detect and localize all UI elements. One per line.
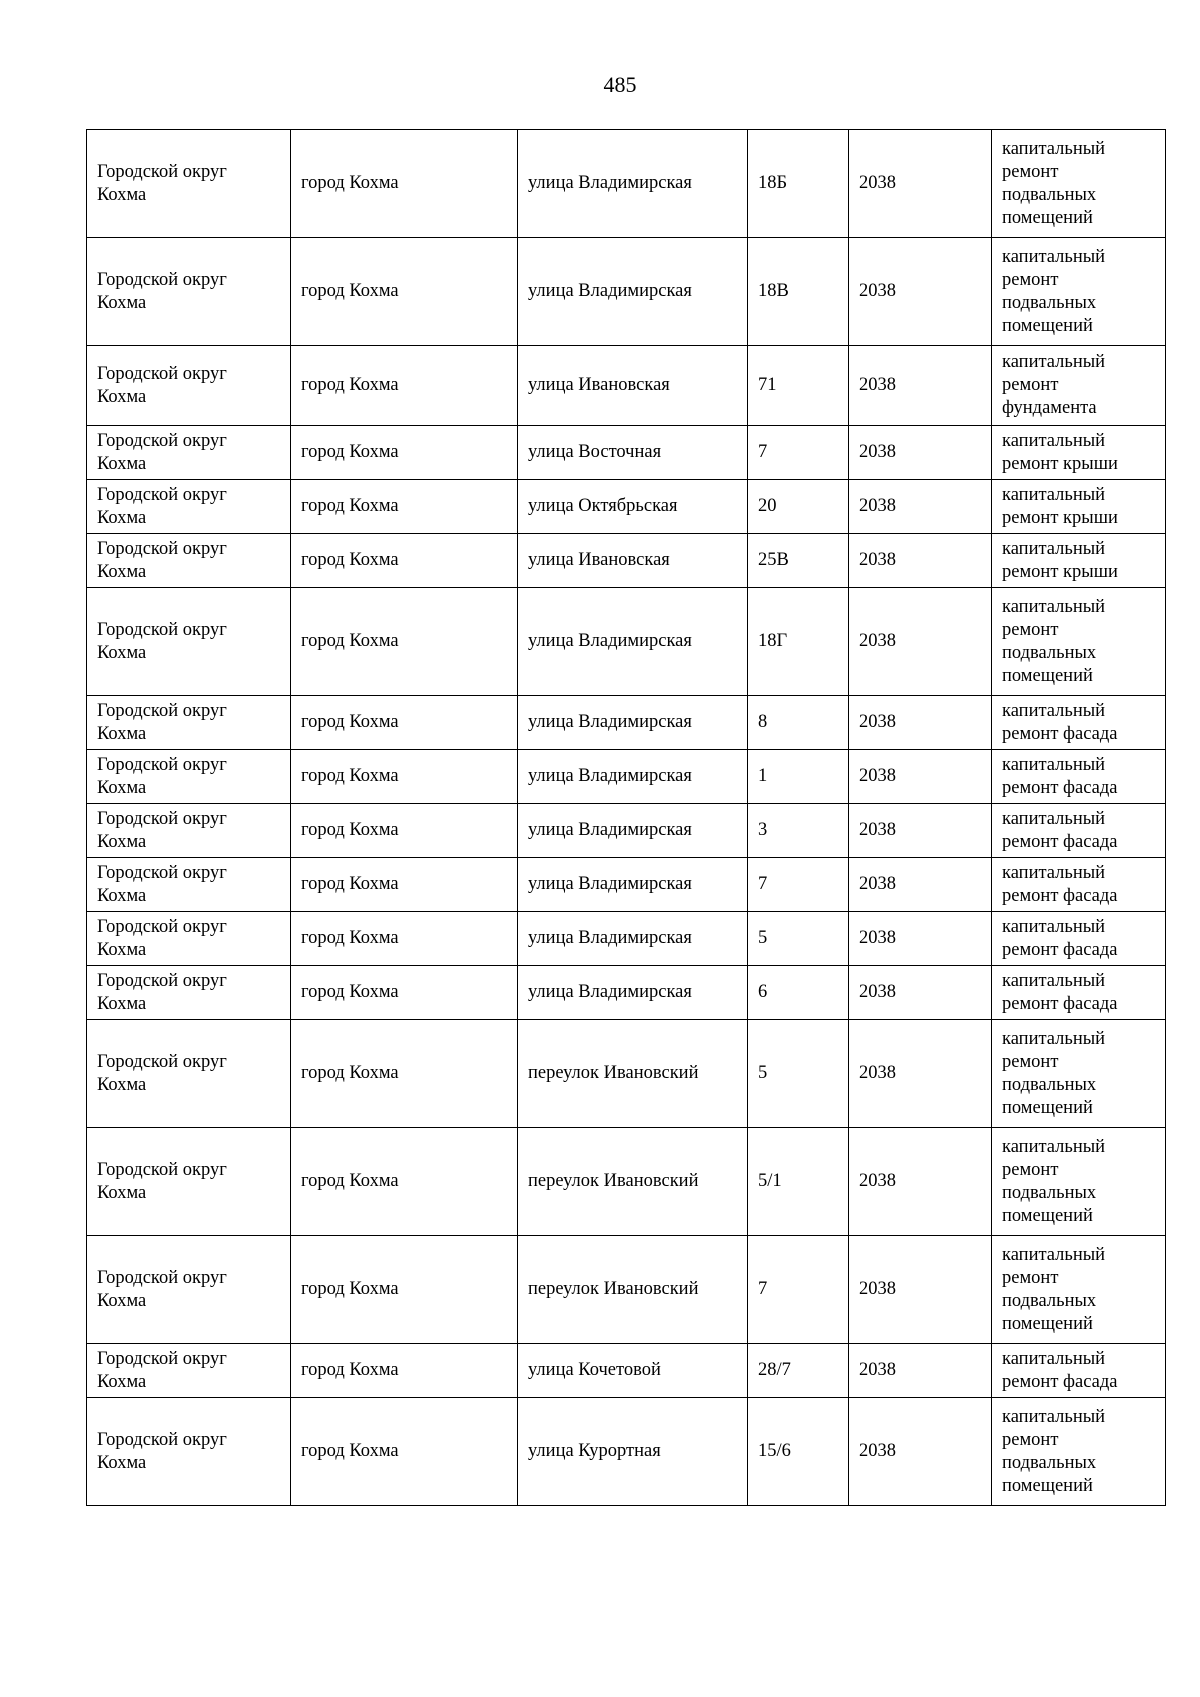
cell-district [87,1236,291,1344]
cell-work-type-text: капитальный ремонт подвальных помещений [1002,596,1106,686]
table-row [87,238,1166,346]
cell-locality-text: город Кохма [301,442,399,462]
cell-year [849,1344,992,1398]
cell-house-number-text: 8 [758,712,768,732]
cell-district [87,1020,291,1128]
cell-district [87,804,291,858]
cell-work-type [992,426,1166,480]
cell-year-text: 2038 [859,1279,896,1299]
cell-house-number [748,130,849,238]
cell-district [87,1398,291,1506]
cell-locality [291,1128,518,1236]
cell-district [87,130,291,238]
cell-locality [291,1020,518,1128]
cell-work-type [992,1398,1166,1506]
cell-street-text: улица Октябрьская [528,496,678,516]
cell-year-text: 2038 [859,1441,896,1461]
cell-work-type-text: капитальный ремонт подвальных помещений [1002,138,1106,228]
cell-street [518,858,748,912]
cell-street-text: улица Владимирская [528,173,692,193]
cell-locality-text: город Кохма [301,631,399,651]
cell-street-text: улица Ивановская [528,375,670,395]
cell-house-number-text: 18В [758,281,789,301]
cell-district-text: Городской округ Кохма [97,430,227,474]
cell-locality [291,858,518,912]
cell-street [518,1344,748,1398]
cell-house-number-text: 5 [758,1063,768,1083]
cell-year-text: 2038 [859,631,896,651]
cell-district-text: Городской округ Кохма [97,916,227,960]
cell-street-text: улица Владимирская [528,874,692,894]
cell-house-number [748,534,849,588]
cell-district [87,1128,291,1236]
cell-work-type [992,966,1166,1020]
cell-locality-text: город Кохма [301,1441,399,1461]
cell-house-number-text: 18Г [758,631,788,651]
cell-district-text: Городской округ Кохма [97,538,227,582]
table-row [87,858,1166,912]
cell-street-text: улица Владимирская [528,281,692,301]
cell-house-number [748,1236,849,1344]
cell-district [87,750,291,804]
cell-year [849,750,992,804]
cell-year [849,1398,992,1506]
cell-street-text: улица Владимирская [528,766,692,786]
cell-house-number [748,1344,849,1398]
cell-district-text: Городской округ Кохма [97,363,227,407]
cell-house-number-text: 7 [758,1279,768,1299]
table-row [87,750,1166,804]
cell-district-text: Городской округ Кохма [97,1267,227,1311]
cell-house-number [748,426,849,480]
cell-street [518,1398,748,1506]
cell-district [87,426,291,480]
cell-street-text: улица Курортная [528,1441,661,1461]
table-row [87,804,1166,858]
cell-year-text: 2038 [859,874,896,894]
cell-district [87,346,291,426]
cell-work-type-text: капитальный ремонт подвальных помещений [1002,1136,1106,1226]
cell-house-number [748,1398,849,1506]
cell-district-text: Городской округ Кохма [97,1348,227,1392]
table-row [87,912,1166,966]
cell-year-text: 2038 [859,766,896,786]
cell-locality [291,750,518,804]
cell-year [849,858,992,912]
cell-year [849,346,992,426]
page-number: 485 [603,72,637,97]
table-body [87,130,1166,1506]
cell-year-text: 2038 [859,375,896,395]
housing-repair-table [86,129,1166,1506]
cell-year-text: 2038 [859,712,896,732]
cell-locality-text: город Кохма [301,1171,399,1191]
cell-locality [291,588,518,696]
cell-work-type-text: капитальный ремонт крыши [1002,430,1118,474]
cell-street [518,966,748,1020]
cell-house-number-text: 5/1 [758,1171,782,1191]
cell-year [849,912,992,966]
cell-locality [291,1236,518,1344]
cell-work-type [992,480,1166,534]
cell-locality [291,912,518,966]
cell-street-text: переулок Ивановский [528,1063,699,1083]
cell-work-type [992,1020,1166,1128]
cell-work-type [992,346,1166,426]
cell-year [849,588,992,696]
table-row [87,426,1166,480]
cell-work-type-text: капитальный ремонт фасада [1002,1348,1118,1392]
cell-year-text: 2038 [859,550,896,570]
cell-district-text: Городской округ Кохма [97,269,227,313]
cell-street [518,346,748,426]
cell-year [849,426,992,480]
cell-locality-text: город Кохма [301,820,399,840]
cell-locality-text: город Кохма [301,1279,399,1299]
cell-street [518,1128,748,1236]
cell-locality [291,966,518,1020]
cell-street [518,130,748,238]
cell-locality [291,426,518,480]
cell-district-text: Городской округ Кохма [97,161,227,205]
cell-house-number [748,858,849,912]
cell-district-text: Городской округ Кохма [97,619,227,663]
cell-locality-text: город Кохма [301,874,399,894]
cell-locality-text: город Кохма [301,1360,399,1380]
cell-year-text: 2038 [859,982,896,1002]
cell-work-type-text: капитальный ремонт подвальных помещений [1002,246,1106,336]
cell-street-text: улица Владимирская [528,631,692,651]
cell-house-number [748,588,849,696]
cell-street [518,426,748,480]
cell-year-text: 2038 [859,173,896,193]
cell-house-number [748,912,849,966]
cell-street-text: улица Владимирская [528,820,692,840]
cell-locality-text: город Кохма [301,173,399,193]
cell-street [518,534,748,588]
cell-house-number-text: 6 [758,982,768,1002]
cell-street-text: улица Кочетовой [528,1360,661,1380]
cell-locality-text: город Кохма [301,375,399,395]
table-row [87,1344,1166,1398]
cell-house-number-text: 7 [758,874,768,894]
cell-district-text: Городской округ Кохма [97,808,227,852]
cell-locality-text: город Кохма [301,712,399,732]
cell-district-text: Городской округ Кохма [97,484,227,528]
cell-work-type-text: капитальный ремонт фундамента [1002,352,1106,418]
cell-house-number [748,1020,849,1128]
cell-district [87,534,291,588]
cell-work-type-text: капитальный ремонт подвальных помещений [1002,1028,1106,1118]
cell-work-type-text: капитальный ремонт фасада [1002,970,1118,1014]
cell-locality-text: город Кохма [301,1063,399,1083]
cell-street-text: улица Восточная [528,442,662,462]
cell-work-type [992,238,1166,346]
cell-work-type [992,804,1166,858]
cell-work-type-text: капитальный ремонт фасада [1002,700,1118,744]
cell-district-text: Городской округ Кохма [97,970,227,1014]
cell-street [518,1020,748,1128]
cell-house-number-text: 25В [758,550,789,570]
cell-year [849,1236,992,1344]
cell-locality-text: город Кохма [301,982,399,1002]
cell-house-number-text: 20 [758,496,777,516]
cell-year-text: 2038 [859,496,896,516]
cell-year [849,804,992,858]
cell-district-text: Городской округ Кохма [97,754,227,798]
cell-house-number [748,346,849,426]
cell-district-text: Городской округ Кохма [97,700,227,744]
cell-year-text: 2038 [859,1171,896,1191]
cell-house-number-text: 3 [758,820,768,840]
cell-street-text: переулок Ивановский [528,1171,699,1191]
cell-street-text: улица Владимирская [528,928,692,948]
cell-district-text: Городской округ Кохма [97,1429,227,1473]
cell-work-type [992,750,1166,804]
cell-locality [291,534,518,588]
cell-year [849,480,992,534]
table-row [87,966,1166,1020]
table-row [87,588,1166,696]
cell-house-number-text: 1 [758,766,768,786]
cell-street-text: улица Владимирская [528,982,692,1002]
cell-work-type-text: капитальный ремонт подвальных помещений [1002,1244,1106,1334]
cell-street [518,696,748,750]
cell-work-type [992,858,1166,912]
table-row [87,1236,1166,1344]
cell-locality-text: город Кохма [301,550,399,570]
cell-street-text: улица Владимирская [528,712,692,732]
cell-work-type-text: капитальный ремонт крыши [1002,484,1118,528]
cell-house-number-text: 15/6 [758,1441,791,1461]
cell-locality-text: город Кохма [301,281,399,301]
cell-district [87,912,291,966]
table-row [87,696,1166,750]
cell-work-type [992,588,1166,696]
table-row [87,534,1166,588]
cell-year-text: 2038 [859,928,896,948]
cell-work-type [992,1236,1166,1344]
cell-house-number-text: 5 [758,928,768,948]
cell-year [849,966,992,1020]
cell-year [849,130,992,238]
cell-work-type-text: капитальный ремонт крыши [1002,538,1118,582]
cell-locality [291,346,518,426]
cell-street [518,588,748,696]
table-row [87,130,1166,238]
cell-house-number [748,480,849,534]
table-row [87,1128,1166,1236]
cell-locality-text: город Кохма [301,766,399,786]
cell-year [849,1020,992,1128]
cell-street [518,912,748,966]
cell-house-number [748,804,849,858]
cell-street-text: улица Ивановская [528,550,670,570]
cell-house-number-text: 28/7 [758,1360,791,1380]
cell-work-type-text: капитальный ремонт фасада [1002,916,1118,960]
cell-work-type-text: капитальный ремонт фасада [1002,808,1118,852]
cell-work-type [992,534,1166,588]
cell-house-number [748,696,849,750]
cell-year-text: 2038 [859,1360,896,1380]
cell-house-number-text: 18Б [758,173,788,193]
cell-district [87,696,291,750]
cell-district-text: Городской округ Кохма [97,1051,227,1095]
cell-district [87,966,291,1020]
cell-district-text: Городской округ Кохма [97,862,227,906]
cell-house-number [748,966,849,1020]
cell-year-text: 2038 [859,281,896,301]
cell-year [849,534,992,588]
cell-work-type-text: капитальный ремонт фасада [1002,754,1118,798]
cell-locality [291,238,518,346]
cell-year [849,238,992,346]
cell-street-text: переулок Ивановский [528,1279,699,1299]
cell-work-type [992,1344,1166,1398]
cell-work-type [992,912,1166,966]
cell-work-type [992,696,1166,750]
cell-work-type [992,1128,1166,1236]
cell-district-text: Городской округ Кохма [97,1159,227,1203]
cell-house-number-text: 71 [758,375,777,395]
table-row [87,1398,1166,1506]
cell-work-type-text: капитальный ремонт подвальных помещений [1002,1406,1106,1496]
cell-work-type-text: капитальный ремонт фасада [1002,862,1118,906]
cell-locality [291,1398,518,1506]
cell-year-text: 2038 [859,1063,896,1083]
cell-street [518,238,748,346]
cell-house-number [748,750,849,804]
cell-locality-text: город Кохма [301,928,399,948]
cell-district [87,588,291,696]
cell-district [87,480,291,534]
cell-district [87,858,291,912]
cell-locality [291,804,518,858]
cell-house-number-text: 7 [758,442,768,462]
cell-work-type [992,130,1166,238]
cell-street [518,804,748,858]
cell-locality-text: город Кохма [301,496,399,516]
cell-house-number [748,1128,849,1236]
cell-locality [291,130,518,238]
cell-locality [291,696,518,750]
cell-year-text: 2038 [859,820,896,840]
cell-locality [291,1344,518,1398]
table-row [87,480,1166,534]
cell-district [87,238,291,346]
cell-street [518,1236,748,1344]
cell-street [518,480,748,534]
cell-locality [291,480,518,534]
cell-house-number [748,238,849,346]
cell-year [849,696,992,750]
cell-street [518,750,748,804]
table-row [87,1020,1166,1128]
cell-district [87,1344,291,1398]
cell-year-text: 2038 [859,442,896,462]
table-row [87,346,1166,426]
cell-year [849,1128,992,1236]
